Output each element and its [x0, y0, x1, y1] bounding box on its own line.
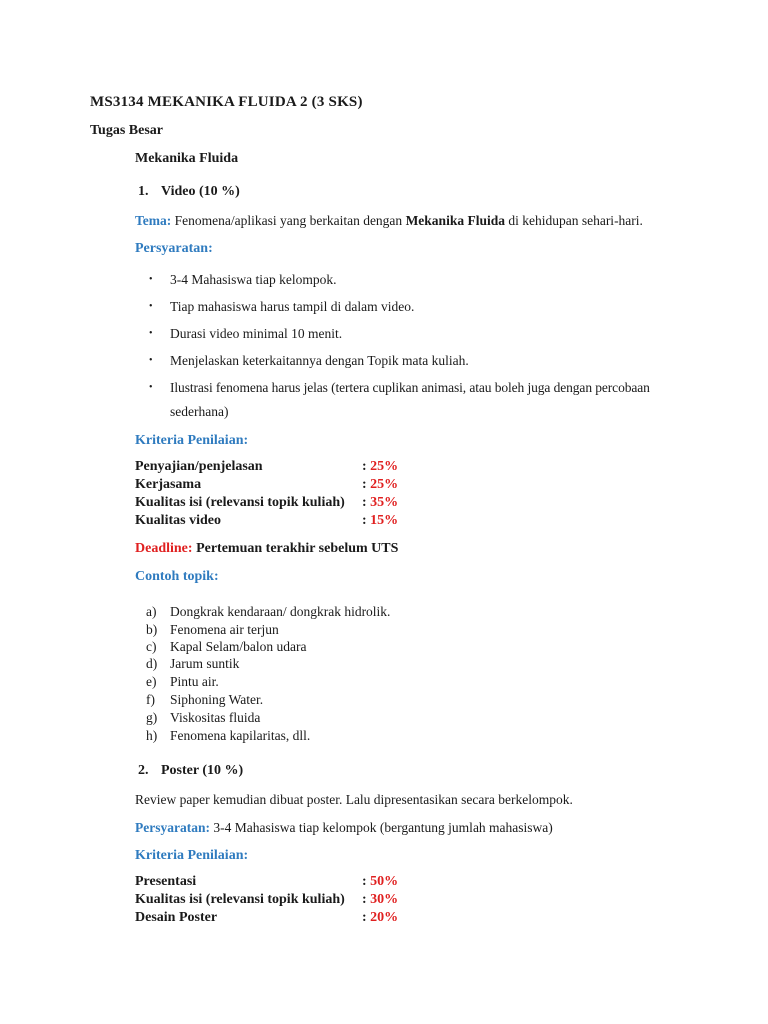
criteria-label: Kriteria Penilaian: [135, 848, 249, 863]
topic-letter: b) [146, 622, 158, 637]
section-title: Poster (10 %) [161, 763, 244, 778]
criteria-score: : 30% [362, 892, 399, 907]
topic-item: Viskositas fluida [170, 710, 261, 725]
requirement-item: Durasi video minimal 10 menit. [170, 326, 343, 341]
criteria-score: : 20% [362, 910, 399, 925]
requirement-continuation: sederhana) [170, 404, 229, 419]
section-title: Video (10 %) [161, 184, 240, 199]
criteria-name: Kerjasama [135, 477, 202, 492]
deadline-text: Pertemuan terakhir sebelum UTS [196, 541, 399, 556]
criteria-score: : 15% [362, 513, 399, 528]
topic-item: Fenomena air terjun [170, 622, 279, 637]
topic-letter: e) [146, 674, 157, 689]
criteria-name: Penyajian/penjelasan [135, 459, 263, 474]
assignment-label: Tugas Besar [90, 123, 164, 138]
topic-letter: a) [146, 604, 157, 619]
requirements-text: 3-4 Mahasiswa tiap kelompok (bergantung jumlah mahasiswa) [213, 820, 553, 835]
theme-text-post: di kehidupan sehari-hari. [508, 213, 643, 228]
topic-item: Kapal Selam/balon udara [170, 639, 307, 654]
bullet-dot-icon: • [149, 274, 153, 285]
requirement-item: 3-4 Mahasiswa tiap kelompok. [170, 272, 337, 287]
theme-line [135, 213, 643, 229]
topic-letter: d) [146, 656, 158, 671]
criteria-name: Presentasi [135, 874, 197, 889]
bullet-dot-icon: • [149, 355, 153, 366]
criteria-score: : 50% [362, 874, 399, 889]
topic-item: Pintu air. [170, 674, 219, 689]
criteria-name: Desain Poster [135, 910, 218, 925]
requirements-label: Persyaratan: [135, 241, 213, 256]
course-title: MS3134 MEKANIKA FLUIDA 2 (3 SKS) [90, 94, 363, 110]
topic-letter: c) [146, 639, 157, 654]
theme-label: Tema: [135, 213, 172, 228]
topics-label: Contoh topik: [135, 569, 219, 584]
section-number: 2. [138, 763, 149, 778]
topic-letter: h) [146, 728, 158, 743]
criteria-name: Kualitas isi (relevansi topik kuliah) [135, 892, 345, 907]
requirement-item: Menjelaskan keterkaitannya dengan Topik mata kuliah. [170, 353, 469, 368]
bullet-dot-icon: • [149, 301, 153, 312]
criteria-score: : 35% [362, 495, 399, 510]
topic-letter: g) [146, 710, 158, 725]
requirement-item: Ilustrasi fenomena harus jelas (tertera cuplikan animasi, atau boleh juga dengan percobaan [170, 380, 650, 395]
topic-item: Dongkrak kendaraan/ dongkrak hidrolik. [170, 604, 391, 619]
criteria-score: : 25% [362, 477, 399, 492]
poster-requirements-line [135, 820, 553, 836]
section-number: 1. [138, 184, 149, 199]
deadline-label: Deadline: [135, 541, 193, 556]
bullet-dot-icon: • [149, 328, 153, 339]
theme-text-bold: Mekanika Fluida [405, 213, 505, 228]
bullet-dot-icon: • [149, 382, 153, 393]
theme-text-pre: Fenomena/aplikasi yang berkaitan dengan [174, 213, 403, 228]
topic-item: Siphoning Water. [170, 692, 264, 707]
criteria-name: Kualitas video [135, 513, 221, 528]
requirements-label: Persyaratan: [135, 820, 210, 835]
topic-item: Jarum suntik [170, 656, 240, 671]
requirement-item: Tiap mahasiswa harus tampil di dalam video. [170, 299, 415, 314]
subject-heading: Mekanika Fluida [135, 151, 239, 166]
criteria-name: Kualitas isi (relevansi topik kuliah) [135, 495, 345, 510]
criteria-label: Kriteria Penilaian: [135, 433, 249, 448]
topic-item: Fenomena kapilaritas, dll. [170, 728, 311, 743]
deadline-line [135, 541, 398, 557]
poster-description: Review paper kemudian dibuat poster. Lalu dipresentasikan secara berkelompok. [135, 792, 573, 807]
topic-letter: f) [146, 692, 155, 707]
criteria-score: : 25% [362, 459, 399, 474]
